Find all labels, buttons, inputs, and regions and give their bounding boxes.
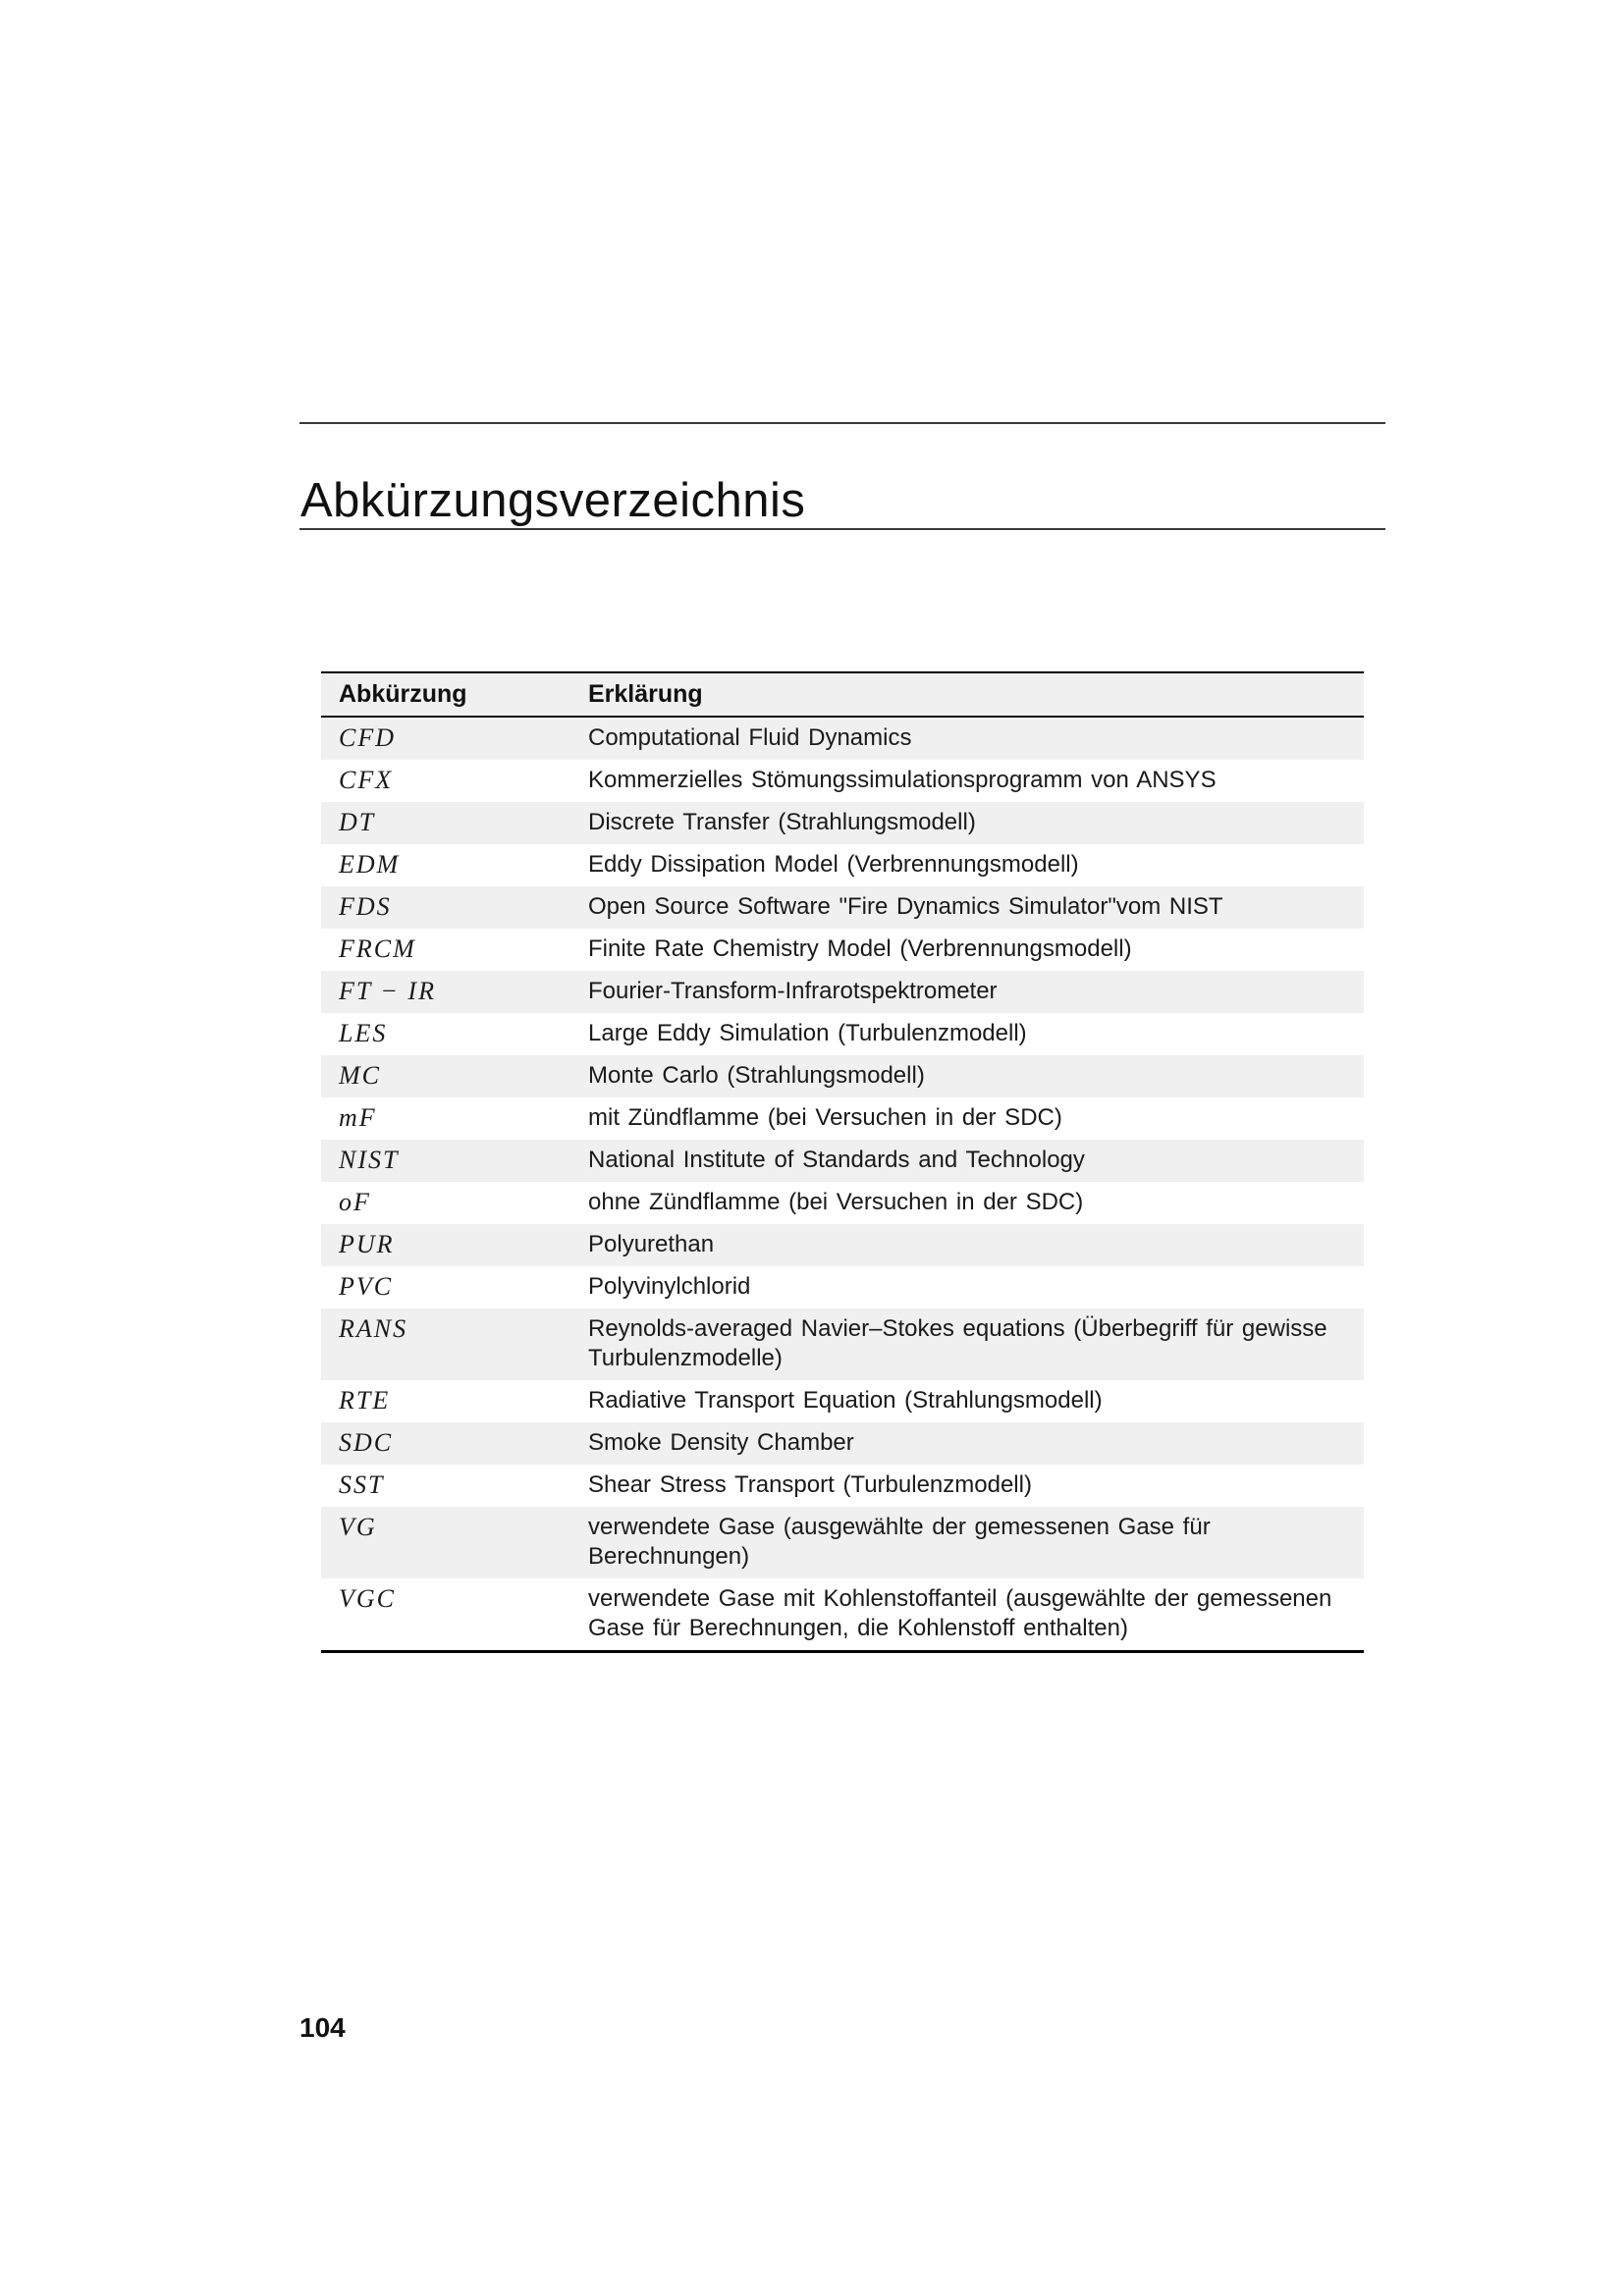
abbreviations-table bbox=[321, 671, 1364, 1653]
abbreviation-cell: PVC bbox=[339, 1272, 394, 1301]
table-row bbox=[321, 1308, 1364, 1380]
explanation-cell: verwendete Gase (ausgewählte der gemessenen Gase für Berechnungen) bbox=[588, 1514, 1211, 1570]
table-row bbox=[321, 1013, 1364, 1055]
abbreviation-cell: VGC bbox=[339, 1584, 396, 1613]
abbreviation-cell: NIST bbox=[339, 1146, 400, 1174]
table-header-row bbox=[321, 672, 1364, 717]
explanation-cell: Radiative Transport Equation (Strahlungsmodell) bbox=[588, 1387, 1103, 1414]
table-row bbox=[321, 844, 1364, 886]
explanation-cell: Monte Carlo (Strahlungsmodell) bbox=[588, 1062, 925, 1089]
explanation-cell: Smoke Density Chamber bbox=[588, 1429, 854, 1456]
table-row bbox=[321, 886, 1364, 929]
explanation-cell: Shear Stress Transport (Turbulenzmodell) bbox=[588, 1471, 1032, 1498]
explanation-cell: Large Eddy Simulation (Turbulenzmodell) bbox=[588, 1020, 1027, 1046]
table-row bbox=[321, 760, 1364, 802]
title-top-rule bbox=[299, 422, 1385, 424]
explanation-cell: verwendete Gase mit Kohlenstoffanteil (ausgewählte der gemessenen Gase für Berechnungen, die Kohlenstoff enthalten) bbox=[588, 1585, 1332, 1641]
explanation-cell: Computational Fluid Dynamics bbox=[588, 724, 912, 751]
table-row bbox=[321, 1266, 1364, 1308]
page-title: Abkürzungsverzeichnis bbox=[300, 473, 806, 527]
explanation-cell: Fourier-Transform-Infrarotspektrometer bbox=[588, 978, 998, 1004]
explanation-cell: Polyurethan bbox=[588, 1231, 715, 1257]
table-row bbox=[321, 1507, 1364, 1578]
table-row bbox=[321, 1097, 1364, 1140]
table-body bbox=[321, 717, 1364, 1652]
table-row bbox=[321, 1055, 1364, 1097]
explanation-cell: Discrete Transfer (Strahlungsmodell) bbox=[588, 809, 976, 835]
table-row bbox=[321, 1224, 1364, 1266]
abbreviation-cell: FT − IR bbox=[339, 977, 436, 1005]
abbreviation-cell: DT bbox=[339, 808, 376, 836]
abbreviation-cell: CFX bbox=[339, 766, 394, 794]
table-row bbox=[321, 1380, 1364, 1422]
explanation-cell: Eddy Dissipation Model (Verbrennungsmodell) bbox=[588, 851, 1079, 878]
explanation-cell: Polyvinylchlorid bbox=[588, 1273, 751, 1300]
column-header-abbreviation: Abkürzung bbox=[339, 680, 467, 708]
explanation-cell: ohne Zündflamme (bei Versuchen in der SDC) bbox=[588, 1189, 1084, 1215]
explanation-cell: National Institute of Standards and Technology bbox=[588, 1147, 1085, 1173]
abbreviation-cell: mF bbox=[339, 1103, 377, 1132]
abbreviation-cell: SST bbox=[339, 1470, 385, 1499]
abbreviation-cell: SDC bbox=[339, 1428, 394, 1457]
table-row bbox=[321, 1182, 1364, 1224]
explanation-cell: Kommerzielles Stömungssimulationsprogramm von ANSYS bbox=[588, 767, 1217, 793]
explanation-cell: Finite Rate Chemistry Model (Verbrennungsmodell) bbox=[588, 935, 1132, 962]
table-row bbox=[321, 1465, 1364, 1507]
table-row bbox=[321, 1140, 1364, 1182]
column-header-explanation: Erklärung bbox=[588, 680, 703, 708]
table-row bbox=[321, 717, 1364, 760]
abbreviation-cell: LES bbox=[339, 1019, 388, 1047]
table-row bbox=[321, 971, 1364, 1013]
explanation-cell: Reynolds-averaged Navier–Stokes equations (Überbegriff für gewisse Turbulenzmodelle) bbox=[588, 1315, 1327, 1371]
abbreviation-cell: FRCM bbox=[339, 934, 416, 963]
abbreviation-cell: PUR bbox=[339, 1230, 395, 1258]
abbreviation-cell: FDS bbox=[339, 892, 392, 921]
abbreviation-cell: RTE bbox=[339, 1386, 391, 1415]
abbreviation-cell: VG bbox=[339, 1513, 377, 1541]
title-bottom-rule bbox=[299, 528, 1385, 530]
table-row bbox=[321, 1578, 1364, 1652]
explanation-cell: mit Zündflamme (bei Versuchen in der SDC) bbox=[588, 1104, 1062, 1131]
abbreviation-cell: RANS bbox=[339, 1314, 408, 1343]
table-row bbox=[321, 802, 1364, 844]
abbreviation-cell: EDM bbox=[339, 850, 401, 879]
table-row bbox=[321, 929, 1364, 971]
page-number: 104 bbox=[299, 2012, 346, 2043]
explanation-cell: Open Source Software "Fire Dynamics Simulator"vom NIST bbox=[588, 893, 1223, 920]
abbreviation-cell: oF bbox=[339, 1188, 371, 1216]
table-row bbox=[321, 1422, 1364, 1465]
abbreviation-cell: MC bbox=[339, 1061, 381, 1090]
abbreviation-cell: CFD bbox=[339, 723, 396, 752]
